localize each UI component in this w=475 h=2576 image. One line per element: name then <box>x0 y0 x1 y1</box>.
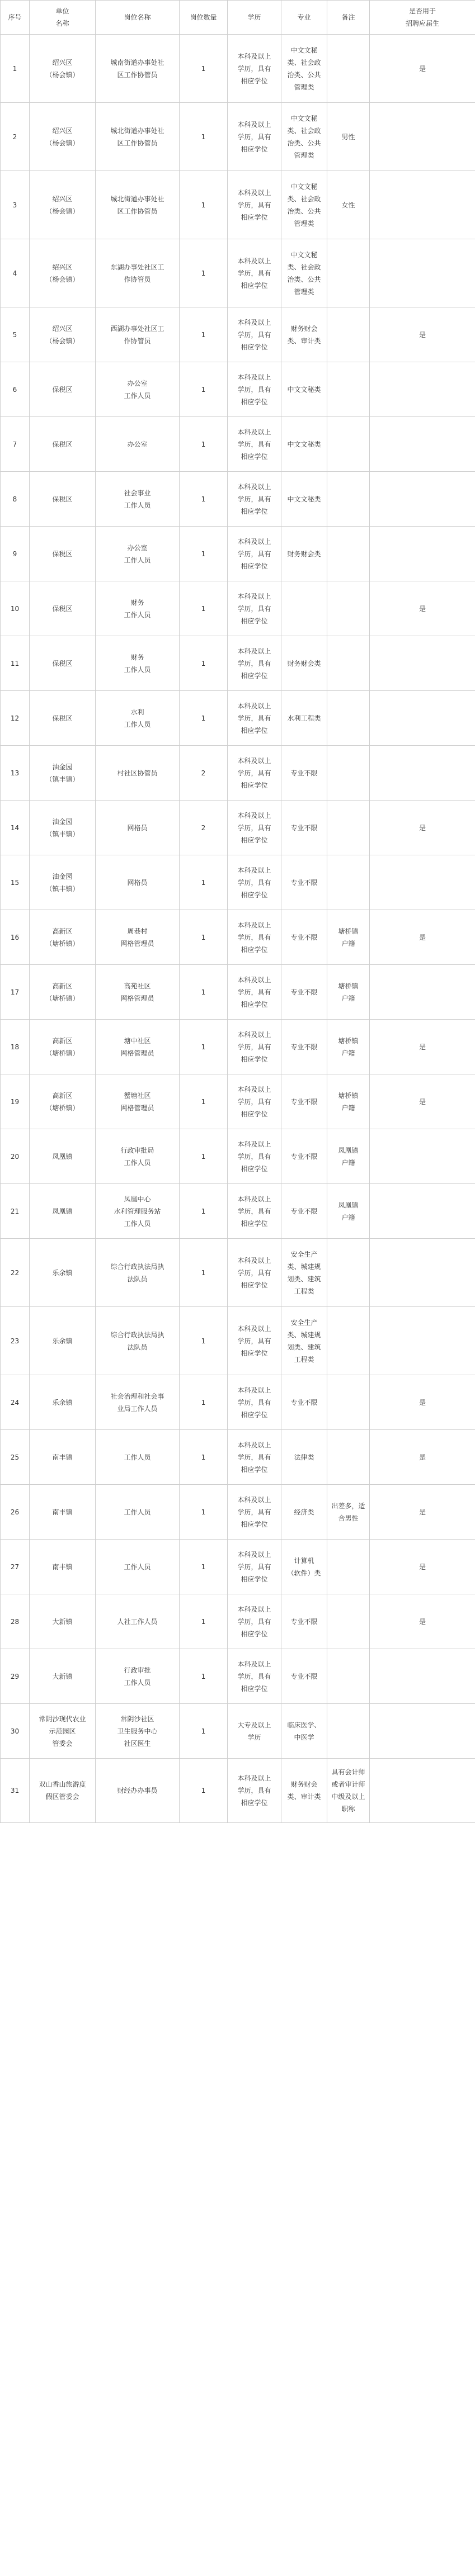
cell-no: 7 <box>1 417 30 472</box>
table-row <box>1 636 475 691</box>
table-row <box>1 965 475 1020</box>
header-position: 岗位名称 <box>96 1 180 35</box>
cell-unit: 南丰镇 <box>30 1540 96 1594</box>
cell-graduate <box>370 103 475 171</box>
table-row <box>1 1375 475 1430</box>
cell-note: 凤凰镇 户籍 <box>327 1184 370 1239</box>
cell-position: 办公室 <box>96 417 180 472</box>
cell-graduate <box>370 239 475 307</box>
cell-note <box>327 307 370 362</box>
cell-major: 专业不限 <box>281 965 327 1020</box>
table-row <box>1 1129 475 1184</box>
cell-unit: 高新区 （塘桥镇） <box>30 910 96 965</box>
cell-count: 1 <box>180 1307 228 1375</box>
cell-graduate <box>370 417 475 472</box>
cell-note <box>327 417 370 472</box>
cell-major <box>281 581 327 636</box>
table-row <box>1 1430 475 1485</box>
table-row <box>1 801 475 855</box>
cell-position: 行政审批 工作人员 <box>96 1649 180 1704</box>
cell-count: 1 <box>180 1649 228 1704</box>
cell-education: 本科及以上 学历，具有 相应学位 <box>228 1375 281 1430</box>
table-row <box>1 527 475 581</box>
cell-position: 工作人员 <box>96 1540 180 1594</box>
cell-note <box>327 1704 370 1759</box>
cell-major: 水利工程类 <box>281 691 327 746</box>
cell-position: 办公室 工作人员 <box>96 527 180 581</box>
cell-note: 塘桥镇 户籍 <box>327 965 370 1020</box>
cell-count: 1 <box>180 417 228 472</box>
cell-count: 1 <box>180 581 228 636</box>
cell-major: 专业不限 <box>281 801 327 855</box>
cell-education: 本科及以上 学历，具有 相应学位 <box>228 691 281 746</box>
cell-position: 城北街道办事处社 区工作协管员 <box>96 171 180 239</box>
cell-graduate: 是 <box>370 1540 475 1594</box>
cell-major: 专业不限 <box>281 1020 327 1074</box>
header-graduate: 是否用于 招聘应届生 <box>370 1 475 35</box>
table-row <box>1 691 475 746</box>
cell-position: 城北街道办事处社 区工作协管员 <box>96 103 180 171</box>
cell-no: 11 <box>1 636 30 691</box>
cell-count: 1 <box>180 527 228 581</box>
cell-education: 本科及以上 学历，具有 相应学位 <box>228 1239 281 1307</box>
cell-note: 塘桥镇 户籍 <box>327 910 370 965</box>
cell-unit: 凤凰镇 <box>30 1184 96 1239</box>
cell-position: 工作人员 <box>96 1485 180 1540</box>
cell-unit: 大新镇 <box>30 1649 96 1704</box>
cell-count: 1 <box>180 1074 228 1129</box>
cell-education: 本科及以上 学历，具有 相应学位 <box>228 1759 281 1823</box>
cell-position: 网格员 <box>96 801 180 855</box>
cell-note <box>327 1649 370 1704</box>
cell-unit: 油金园 （镇丰镇） <box>30 855 96 910</box>
cell-education: 本科及以上 学历，具有 相应学位 <box>228 1307 281 1375</box>
cell-note <box>327 1430 370 1485</box>
cell-major: 专业不限 <box>281 1649 327 1704</box>
cell-education: 本科及以上 学历，具有 相应学位 <box>228 965 281 1020</box>
cell-note: 女性 <box>327 171 370 239</box>
cell-major: 专业不限 <box>281 746 327 801</box>
cell-count: 1 <box>180 307 228 362</box>
cell-no: 29 <box>1 1649 30 1704</box>
cell-note: 塘桥镇 户籍 <box>327 1020 370 1074</box>
cell-major: 专业不限 <box>281 1594 327 1649</box>
table-row <box>1 855 475 910</box>
cell-major: 专业不限 <box>281 910 327 965</box>
cell-no: 2 <box>1 103 30 171</box>
cell-graduate <box>370 746 475 801</box>
cell-note <box>327 581 370 636</box>
cell-major: 法律类 <box>281 1430 327 1485</box>
cell-graduate: 是 <box>370 1485 475 1540</box>
cell-note <box>327 855 370 910</box>
cell-education: 本科及以上 学历，具有 相应学位 <box>228 1020 281 1074</box>
cell-education: 本科及以上 学历，具有 相应学位 <box>228 801 281 855</box>
cell-graduate <box>370 691 475 746</box>
table-header <box>1 1 475 35</box>
cell-major: 财务财会类 <box>281 527 327 581</box>
cell-no: 14 <box>1 801 30 855</box>
cell-no: 22 <box>1 1239 30 1307</box>
cell-note <box>327 1375 370 1430</box>
cell-position: 城南街道办事处社 区工作协管员 <box>96 35 180 103</box>
cell-position: 综合行政执法局执 法队员 <box>96 1239 180 1307</box>
cell-education: 本科及以上 学历，具有 相应学位 <box>228 239 281 307</box>
cell-count: 1 <box>180 1430 228 1485</box>
table-row <box>1 417 475 472</box>
cell-no: 21 <box>1 1184 30 1239</box>
cell-major: 安全生产 类、城建规 划类、建筑 工程类 <box>281 1239 327 1307</box>
cell-graduate: 是 <box>370 801 475 855</box>
cell-education: 本科及以上 学历，具有 相应学位 <box>228 103 281 171</box>
cell-education: 本科及以上 学历，具有 相应学位 <box>228 472 281 527</box>
cell-note <box>327 636 370 691</box>
cell-graduate: 是 <box>370 1594 475 1649</box>
cell-count: 1 <box>180 35 228 103</box>
cell-education: 本科及以上 学历，具有 相应学位 <box>228 307 281 362</box>
table-row <box>1 1020 475 1074</box>
cell-count: 1 <box>180 1485 228 1540</box>
table-row <box>1 35 475 103</box>
cell-education: 本科及以上 学历，具有 相应学位 <box>228 1540 281 1594</box>
cell-unit: 双山香山旅游度 假区管委会 <box>30 1759 96 1823</box>
cell-count: 2 <box>180 746 228 801</box>
cell-graduate <box>370 965 475 1020</box>
cell-no: 5 <box>1 307 30 362</box>
cell-position: 综合行政执法局执 法队员 <box>96 1307 180 1375</box>
cell-graduate: 是 <box>370 35 475 103</box>
cell-position: 周巷村 网格管理员 <box>96 910 180 965</box>
cell-no: 3 <box>1 171 30 239</box>
cell-note <box>327 527 370 581</box>
table-row <box>1 362 475 417</box>
header-count: 岗位数量 <box>180 1 228 35</box>
table-row <box>1 239 475 307</box>
table-row <box>1 1649 475 1704</box>
cell-no: 12 <box>1 691 30 746</box>
cell-education: 本科及以上 学历，具有 相应学位 <box>228 171 281 239</box>
cell-note <box>327 35 370 103</box>
cell-no: 6 <box>1 362 30 417</box>
cell-note: 塘桥镇 户籍 <box>327 1074 370 1129</box>
cell-position: 塘中社区 网格管理员 <box>96 1020 180 1074</box>
cell-count: 1 <box>180 1704 228 1759</box>
cell-count: 1 <box>180 1239 228 1307</box>
cell-graduate <box>370 1307 475 1375</box>
cell-position: 高苑社区 网格管理员 <box>96 965 180 1020</box>
cell-position: 办公室 工作人员 <box>96 362 180 417</box>
table-row <box>1 1239 475 1307</box>
table-row <box>1 1540 475 1594</box>
cell-note: 出差多，适 合男性 <box>327 1485 370 1540</box>
cell-position: 财务 工作人员 <box>96 581 180 636</box>
cell-position: 财经办办事员 <box>96 1759 180 1823</box>
header-education: 学历 <box>228 1 281 35</box>
cell-note <box>327 1239 370 1307</box>
cell-education: 本科及以上 学历，具有 相应学位 <box>228 1594 281 1649</box>
cell-count: 1 <box>180 239 228 307</box>
cell-unit: 凤凰镇 <box>30 1129 96 1184</box>
cell-position: 工作人员 <box>96 1430 180 1485</box>
cell-no: 26 <box>1 1485 30 1540</box>
cell-no: 28 <box>1 1594 30 1649</box>
cell-major: 中文文秘 类、社会政 治类、公共 管理类 <box>281 35 327 103</box>
header-major: 专业 <box>281 1 327 35</box>
cell-graduate: 是 <box>370 1430 475 1485</box>
cell-count: 1 <box>180 362 228 417</box>
cell-major: 专业不限 <box>281 855 327 910</box>
cell-count: 1 <box>180 103 228 171</box>
table-row <box>1 1704 475 1759</box>
cell-education: 本科及以上 学历，具有 相应学位 <box>228 636 281 691</box>
cell-no: 10 <box>1 581 30 636</box>
cell-unit: 高新区 （塘桥镇） <box>30 965 96 1020</box>
cell-graduate: 是 <box>370 910 475 965</box>
cell-education: 本科及以上 学历，具有 相应学位 <box>228 417 281 472</box>
cell-unit: 油金园 （镇丰镇） <box>30 746 96 801</box>
cell-no: 17 <box>1 965 30 1020</box>
cell-no: 15 <box>1 855 30 910</box>
cell-graduate: 是 <box>370 307 475 362</box>
cell-note <box>327 472 370 527</box>
header-unit: 单位 名称 <box>30 1 96 35</box>
cell-note <box>327 1594 370 1649</box>
table-row <box>1 1485 475 1540</box>
cell-major: 中文文秘类 <box>281 417 327 472</box>
cell-graduate <box>370 636 475 691</box>
cell-position: 人社工作人员 <box>96 1594 180 1649</box>
cell-count: 1 <box>180 1375 228 1430</box>
cell-major: 专业不限 <box>281 1375 327 1430</box>
cell-note <box>327 746 370 801</box>
cell-no: 8 <box>1 472 30 527</box>
cell-count: 2 <box>180 801 228 855</box>
cell-no: 25 <box>1 1430 30 1485</box>
cell-count: 1 <box>180 1129 228 1184</box>
cell-education: 本科及以上 学历，具有 相应学位 <box>228 1430 281 1485</box>
cell-no: 23 <box>1 1307 30 1375</box>
cell-position: 财务 工作人员 <box>96 636 180 691</box>
header-note: 备注 <box>327 1 370 35</box>
cell-education: 大专及以上 学历 <box>228 1704 281 1759</box>
cell-major: 中文文秘 类、社会政 治类、公共 管理类 <box>281 239 327 307</box>
cell-no: 20 <box>1 1129 30 1184</box>
cell-unit: 南丰镇 <box>30 1485 96 1540</box>
cell-count: 1 <box>180 965 228 1020</box>
cell-position: 行政审批局 工作人员 <box>96 1129 180 1184</box>
cell-position: 社会治理和社会事 业局工作人员 <box>96 1375 180 1430</box>
cell-unit: 保税区 <box>30 362 96 417</box>
table-row <box>1 581 475 636</box>
table-row <box>1 1307 475 1375</box>
cell-unit: 乐余镇 <box>30 1375 96 1430</box>
cell-unit: 绍兴区 （杨会镇） <box>30 103 96 171</box>
cell-count: 1 <box>180 171 228 239</box>
cell-count: 1 <box>180 1184 228 1239</box>
cell-position: 凤凰中心 水利管理服务站 工作人员 <box>96 1184 180 1239</box>
cell-position: 网格员 <box>96 855 180 910</box>
table-row <box>1 171 475 239</box>
cell-position: 蟹塘社区 网格管理员 <box>96 1074 180 1129</box>
cell-no: 19 <box>1 1074 30 1129</box>
cell-unit: 绍兴区 （杨会镇） <box>30 239 96 307</box>
cell-unit: 南丰镇 <box>30 1430 96 1485</box>
cell-major: 财务财会类 <box>281 636 327 691</box>
table-row <box>1 307 475 362</box>
cell-major: 经济类 <box>281 1485 327 1540</box>
cell-education: 本科及以上 学历，具有 相应学位 <box>228 527 281 581</box>
cell-education: 本科及以上 学历，具有 相应学位 <box>228 1074 281 1129</box>
cell-graduate: 是 <box>370 1074 475 1129</box>
cell-unit: 保税区 <box>30 472 96 527</box>
table-row <box>1 1074 475 1129</box>
table-body <box>1 35 475 1823</box>
cell-count: 1 <box>180 910 228 965</box>
cell-major: 中文文秘 类、社会政 治类、公共 管理类 <box>281 171 327 239</box>
cell-education: 本科及以上 学历，具有 相应学位 <box>228 1184 281 1239</box>
cell-major: 财务财会 类、审计类 <box>281 1759 327 1823</box>
cell-unit: 保税区 <box>30 581 96 636</box>
cell-graduate <box>370 1759 475 1823</box>
cell-unit: 绍兴区 （杨会镇） <box>30 35 96 103</box>
table-row <box>1 910 475 965</box>
cell-no: 16 <box>1 910 30 965</box>
cell-count: 1 <box>180 1020 228 1074</box>
cell-count: 1 <box>180 855 228 910</box>
table-row <box>1 1594 475 1649</box>
cell-unit: 乐余镇 <box>30 1307 96 1375</box>
cell-no: 24 <box>1 1375 30 1430</box>
cell-major: 专业不限 <box>281 1074 327 1129</box>
cell-education: 本科及以上 学历，具有 相应学位 <box>228 746 281 801</box>
cell-count: 1 <box>180 1540 228 1594</box>
cell-graduate <box>370 171 475 239</box>
cell-count: 1 <box>180 1594 228 1649</box>
cell-note <box>327 1307 370 1375</box>
cell-no: 18 <box>1 1020 30 1074</box>
cell-education: 本科及以上 学历，具有 相应学位 <box>228 1129 281 1184</box>
cell-count: 1 <box>180 1759 228 1823</box>
cell-major: 财务财会 类、审计类 <box>281 307 327 362</box>
cell-no: 1 <box>1 35 30 103</box>
cell-note <box>327 691 370 746</box>
cell-graduate: 是 <box>370 581 475 636</box>
cell-no: 13 <box>1 746 30 801</box>
cell-no: 27 <box>1 1540 30 1594</box>
cell-count: 1 <box>180 636 228 691</box>
cell-count: 1 <box>180 472 228 527</box>
table-row <box>1 746 475 801</box>
cell-major: 中文文秘 类、社会政 治类、公共 管理类 <box>281 103 327 171</box>
cell-unit: 绍兴区 （杨会镇） <box>30 307 96 362</box>
cell-graduate <box>370 855 475 910</box>
cell-position: 社会事业 工作人员 <box>96 472 180 527</box>
cell-count: 1 <box>180 691 228 746</box>
cell-unit: 保税区 <box>30 527 96 581</box>
cell-unit: 保税区 <box>30 691 96 746</box>
table-row <box>1 472 475 527</box>
cell-graduate <box>370 1239 475 1307</box>
cell-graduate <box>370 527 475 581</box>
cell-note <box>327 362 370 417</box>
cell-major: 计算机 （软件）类 <box>281 1540 327 1594</box>
table-row <box>1 1184 475 1239</box>
cell-education: 本科及以上 学历，具有 相应学位 <box>228 1649 281 1704</box>
cell-unit: 乐余镇 <box>30 1239 96 1307</box>
cell-no: 4 <box>1 239 30 307</box>
cell-major: 临床医学、 中医学 <box>281 1704 327 1759</box>
cell-graduate <box>370 472 475 527</box>
cell-major: 安全生产 类、城建规 划类、建筑 工程类 <box>281 1307 327 1375</box>
cell-unit: 高新区 （塘桥镇） <box>30 1074 96 1129</box>
table-row <box>1 1759 475 1823</box>
cell-graduate <box>370 1129 475 1184</box>
cell-unit: 保税区 <box>30 417 96 472</box>
cell-graduate: 是 <box>370 1020 475 1074</box>
cell-note <box>327 1540 370 1594</box>
cell-unit: 保税区 <box>30 636 96 691</box>
cell-graduate <box>370 1649 475 1704</box>
cell-note: 男性 <box>327 103 370 171</box>
cell-note: 具有会计师 或者审计师 中级及以上 职称 <box>327 1759 370 1823</box>
cell-graduate <box>370 362 475 417</box>
cell-education: 本科及以上 学历，具有 相应学位 <box>228 362 281 417</box>
cell-position: 东湖办事处社区工 作协管员 <box>96 239 180 307</box>
cell-major: 专业不限 <box>281 1184 327 1239</box>
cell-no: 30 <box>1 1704 30 1759</box>
cell-unit: 高新区 （塘桥镇） <box>30 1020 96 1074</box>
cell-position: 水利 工作人员 <box>96 691 180 746</box>
cell-no: 9 <box>1 527 30 581</box>
cell-position: 西湖办事处社区工 作协管员 <box>96 307 180 362</box>
cell-major: 专业不限 <box>281 1129 327 1184</box>
cell-note <box>327 239 370 307</box>
cell-unit: 绍兴区 （杨会镇） <box>30 171 96 239</box>
cell-position: 村社区协管员 <box>96 746 180 801</box>
cell-unit: 大新镇 <box>30 1594 96 1649</box>
cell-graduate <box>370 1704 475 1759</box>
cell-education: 本科及以上 学历，具有 相应学位 <box>228 855 281 910</box>
cell-note <box>327 801 370 855</box>
cell-no: 31 <box>1 1759 30 1823</box>
cell-education: 本科及以上 学历，具有 相应学位 <box>228 35 281 103</box>
cell-major: 中文文秘类 <box>281 472 327 527</box>
cell-education: 本科及以上 学历，具有 相应学位 <box>228 1485 281 1540</box>
cell-position: 常阴沙社区 卫生服务中心 社区医生 <box>96 1704 180 1759</box>
table-row <box>1 103 475 171</box>
header-row <box>1 1 475 35</box>
cell-unit: 油金园 （镇丰镇） <box>30 801 96 855</box>
header-no: 序号 <box>1 1 30 35</box>
cell-graduate <box>370 1184 475 1239</box>
cell-major: 中文文秘类 <box>281 362 327 417</box>
cell-education: 本科及以上 学历，具有 相应学位 <box>228 910 281 965</box>
cell-graduate: 是 <box>370 1375 475 1430</box>
cell-note: 凤凰镇 户籍 <box>327 1129 370 1184</box>
cell-education: 本科及以上 学历，具有 相应学位 <box>228 581 281 636</box>
cell-unit: 常阴沙现代农业 示范园区 管委会 <box>30 1704 96 1759</box>
